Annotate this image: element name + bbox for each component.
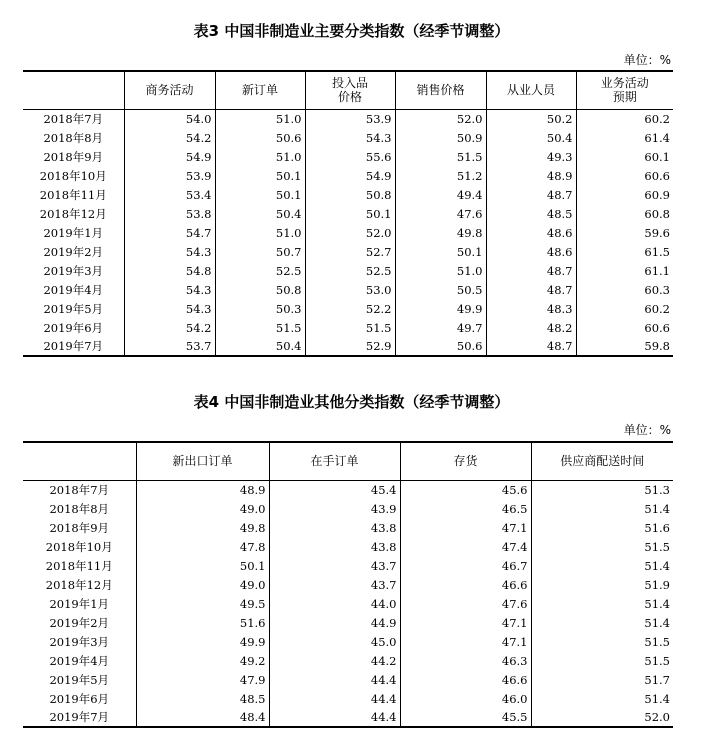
index-value: 50.6 [215, 128, 305, 147]
index-value: 60.3 [576, 280, 673, 299]
index-value: 50.4 [486, 128, 576, 147]
row-month-label: 2018年12月 [45, 577, 113, 592]
index-value: 55.6 [305, 147, 395, 166]
index-value: 51.7 [531, 670, 673, 689]
index-value: 43.8 [269, 537, 400, 556]
table-row [23, 147, 673, 166]
index-value: 49.9 [395, 299, 486, 318]
index-value: 54.3 [124, 242, 215, 261]
row-month-label: 2018年12月 [39, 206, 107, 221]
index-value: 51.5 [215, 318, 305, 337]
index-value: 50.6 [395, 337, 486, 356]
column-header: 销售价格 [395, 71, 486, 109]
index-value: 48.4 [136, 708, 269, 727]
index-value: 45.0 [269, 632, 400, 651]
row-month-label: 2018年9月 [43, 149, 104, 164]
index-value: 50.8 [215, 280, 305, 299]
index-value: 49.5 [136, 594, 269, 613]
index-value: 48.7 [486, 337, 576, 356]
index-value: 51.2 [395, 166, 486, 185]
index-value: 52.0 [305, 223, 395, 242]
index-value: 47.1 [400, 632, 531, 651]
table-row [23, 670, 673, 689]
index-value: 52.0 [395, 109, 486, 128]
index-value: 44.9 [269, 613, 400, 632]
index-value: 50.2 [486, 109, 576, 128]
index-value: 44.4 [269, 670, 400, 689]
table-row [23, 537, 673, 556]
index-value: 51.5 [531, 651, 673, 670]
table-row [23, 204, 673, 223]
index-value: 49.8 [136, 518, 269, 537]
table-row [23, 223, 673, 242]
index-value: 52.2 [305, 299, 395, 318]
index-value: 51.5 [531, 632, 673, 651]
row-month-label: 2019年7月 [43, 339, 104, 353]
row-month-label: 2019年1月 [43, 225, 104, 240]
index-value: 54.0 [124, 109, 215, 128]
index-value: 50.1 [215, 166, 305, 185]
index-value: 50.1 [136, 556, 269, 575]
table-row [23, 594, 673, 613]
index-value: 47.4 [400, 537, 531, 556]
index-value: 49.0 [136, 575, 269, 594]
index-value: 46.6 [400, 575, 531, 594]
index-value: 51.9 [531, 575, 673, 594]
index-value: 51.4 [531, 499, 673, 518]
table-row [23, 280, 673, 299]
table-row [23, 318, 673, 337]
row-month-label: 2018年11月 [39, 187, 107, 202]
table-row [23, 337, 673, 356]
index-value: 50.3 [215, 299, 305, 318]
row-month-label: 2018年9月 [49, 520, 110, 535]
row-month-label: 2019年2月 [49, 615, 110, 630]
table-row [23, 518, 673, 537]
index-value: 44.2 [269, 651, 400, 670]
index-value: 50.7 [215, 242, 305, 261]
index-value: 60.6 [576, 318, 673, 337]
table-row [23, 166, 673, 185]
index-value: 47.1 [400, 613, 531, 632]
column-header: 在手订单 [269, 442, 400, 480]
row-month-label: 2018年10月 [45, 539, 113, 554]
index-value: 50.1 [215, 185, 305, 204]
index-value: 46.3 [400, 651, 531, 670]
index-value: 49.4 [395, 185, 486, 204]
index-value: 49.9 [136, 632, 269, 651]
index-value: 51.0 [215, 223, 305, 242]
index-value: 60.6 [576, 166, 673, 185]
index-value: 48.2 [486, 318, 576, 337]
row-month-label: 2018年11月 [45, 558, 113, 573]
index-value: 53.7 [124, 337, 215, 356]
index-value: 60.8 [576, 204, 673, 223]
index-value: 49.3 [486, 147, 576, 166]
index-value: 47.6 [400, 594, 531, 613]
index-value: 47.6 [395, 204, 486, 223]
header-corner-cell [23, 442, 136, 480]
column-header: 存货 [400, 442, 531, 480]
row-month-label: 2018年8月 [43, 130, 104, 145]
index-value: 50.8 [305, 185, 395, 204]
index-value: 52.7 [305, 242, 395, 261]
index-value: 50.5 [395, 280, 486, 299]
table-row [23, 185, 673, 204]
index-value: 48.6 [486, 242, 576, 261]
index-value: 46.5 [400, 499, 531, 518]
index-value: 54.3 [124, 280, 215, 299]
row-month-label: 2019年2月 [43, 244, 104, 259]
index-value: 49.0 [136, 499, 269, 518]
column-header: 供应商配送时间 [531, 442, 673, 480]
column-header: 从业人员 [486, 71, 576, 109]
table-row [23, 261, 673, 280]
index-value: 53.9 [124, 166, 215, 185]
index-value: 54.3 [305, 128, 395, 147]
column-header: 业务活动 预期 [576, 71, 673, 109]
index-value: 52.0 [531, 708, 673, 727]
index-value: 49.2 [136, 651, 269, 670]
index-value: 61.1 [576, 261, 673, 280]
index-value: 53.9 [305, 109, 395, 128]
index-value: 59.8 [576, 337, 673, 356]
index-value: 48.9 [136, 480, 269, 499]
table-row [23, 128, 673, 147]
index-value: 46.7 [400, 556, 531, 575]
index-value: 48.5 [486, 204, 576, 223]
table4 [23, 441, 673, 728]
index-value: 47.9 [136, 670, 269, 689]
table-row [23, 575, 673, 594]
index-value: 54.3 [124, 299, 215, 318]
index-value: 60.9 [576, 185, 673, 204]
table4-header-row [23, 442, 673, 480]
header-corner-cell [23, 71, 124, 109]
index-value: 48.7 [486, 261, 576, 280]
index-value: 48.3 [486, 299, 576, 318]
table-row [23, 708, 673, 727]
index-value: 52.9 [305, 337, 395, 356]
index-value: 60.1 [576, 147, 673, 166]
index-value: 52.5 [215, 261, 305, 280]
index-value: 50.4 [215, 337, 305, 356]
column-header: 投入品 价格 [305, 71, 395, 109]
index-value: 54.7 [124, 223, 215, 242]
table-row [23, 499, 673, 518]
index-value: 54.8 [124, 261, 215, 280]
index-value: 51.4 [531, 613, 673, 632]
index-value: 44.0 [269, 594, 400, 613]
row-month-label: 2018年8月 [49, 501, 110, 516]
index-value: 53.8 [124, 204, 215, 223]
index-value: 52.5 [305, 261, 395, 280]
index-value: 54.9 [124, 147, 215, 166]
column-header: 新订单 [215, 71, 305, 109]
row-month-label: 2019年6月 [43, 320, 104, 335]
table-row [23, 242, 673, 261]
index-value: 54.2 [124, 318, 215, 337]
index-value: 49.8 [395, 223, 486, 242]
table-row [23, 109, 673, 128]
index-value: 48.6 [486, 223, 576, 242]
index-value: 49.7 [395, 318, 486, 337]
table-row [23, 689, 673, 708]
index-value: 59.6 [576, 223, 673, 242]
index-value: 50.1 [305, 204, 395, 223]
index-value: 53.4 [124, 185, 215, 204]
index-value: 51.3 [531, 480, 673, 499]
index-value: 51.5 [305, 318, 395, 337]
row-month-label: 2019年7月 [49, 710, 110, 724]
index-value: 60.2 [576, 299, 673, 318]
index-value: 46.6 [400, 670, 531, 689]
index-value: 60.2 [576, 109, 673, 128]
index-value: 54.9 [305, 166, 395, 185]
row-month-label: 2019年3月 [49, 634, 110, 649]
column-header: 新出口订单 [136, 442, 269, 480]
index-value: 54.2 [124, 128, 215, 147]
row-month-label: 2019年5月 [49, 672, 110, 687]
column-header: 商务活动 [124, 71, 215, 109]
table3-unit: 单位：% [623, 53, 671, 67]
row-month-label: 2018年10月 [39, 168, 107, 183]
index-value: 43.8 [269, 518, 400, 537]
index-value: 51.0 [395, 261, 486, 280]
row-month-label: 2018年7月 [43, 111, 104, 126]
row-month-label: 2018年7月 [49, 482, 110, 497]
table3-header-row [23, 71, 673, 109]
index-value: 51.4 [531, 689, 673, 708]
table-row [23, 299, 673, 318]
table-row [23, 632, 673, 651]
index-value: 50.4 [215, 204, 305, 223]
index-value: 43.9 [269, 499, 400, 518]
index-value: 48.7 [486, 280, 576, 299]
row-month-label: 2019年6月 [49, 691, 110, 706]
index-value: 53.0 [305, 280, 395, 299]
index-value: 43.7 [269, 575, 400, 594]
row-month-label: 2019年1月 [49, 596, 110, 611]
index-value: 48.7 [486, 185, 576, 204]
index-value: 50.1 [395, 242, 486, 261]
table3 [23, 70, 673, 357]
index-value: 47.1 [400, 518, 531, 537]
index-value: 45.5 [400, 708, 531, 727]
row-month-label: 2019年4月 [49, 653, 110, 668]
index-value: 48.5 [136, 689, 269, 708]
table-row [23, 556, 673, 575]
table-row [23, 651, 673, 670]
table3-title: 表3 中国非制造业主要分类指数（经季节调整） [193, 22, 510, 40]
index-value: 45.4 [269, 480, 400, 499]
index-value: 44.4 [269, 708, 400, 727]
index-value: 61.5 [576, 242, 673, 261]
row-month-label: 2019年3月 [43, 263, 104, 278]
index-value: 51.6 [136, 613, 269, 632]
index-value: 51.6 [531, 518, 673, 537]
table-row [23, 480, 673, 499]
index-value: 44.4 [269, 689, 400, 708]
index-value: 43.7 [269, 556, 400, 575]
index-value: 51.5 [395, 147, 486, 166]
index-value: 47.8 [136, 537, 269, 556]
index-value: 51.0 [215, 109, 305, 128]
index-value: 51.0 [215, 147, 305, 166]
table4-title: 表4 中国非制造业其他分类指数（经季节调整） [193, 393, 510, 411]
row-month-label: 2019年5月 [43, 301, 104, 316]
index-value: 51.4 [531, 594, 673, 613]
index-value: 50.9 [395, 128, 486, 147]
index-value: 61.4 [576, 128, 673, 147]
index-value: 45.6 [400, 480, 531, 499]
index-value: 51.4 [531, 556, 673, 575]
index-value: 51.5 [531, 537, 673, 556]
index-value: 46.0 [400, 689, 531, 708]
index-value: 48.9 [486, 166, 576, 185]
row-month-label: 2019年4月 [43, 282, 104, 297]
table4-unit: 单位：% [623, 423, 671, 437]
table-row [23, 613, 673, 632]
